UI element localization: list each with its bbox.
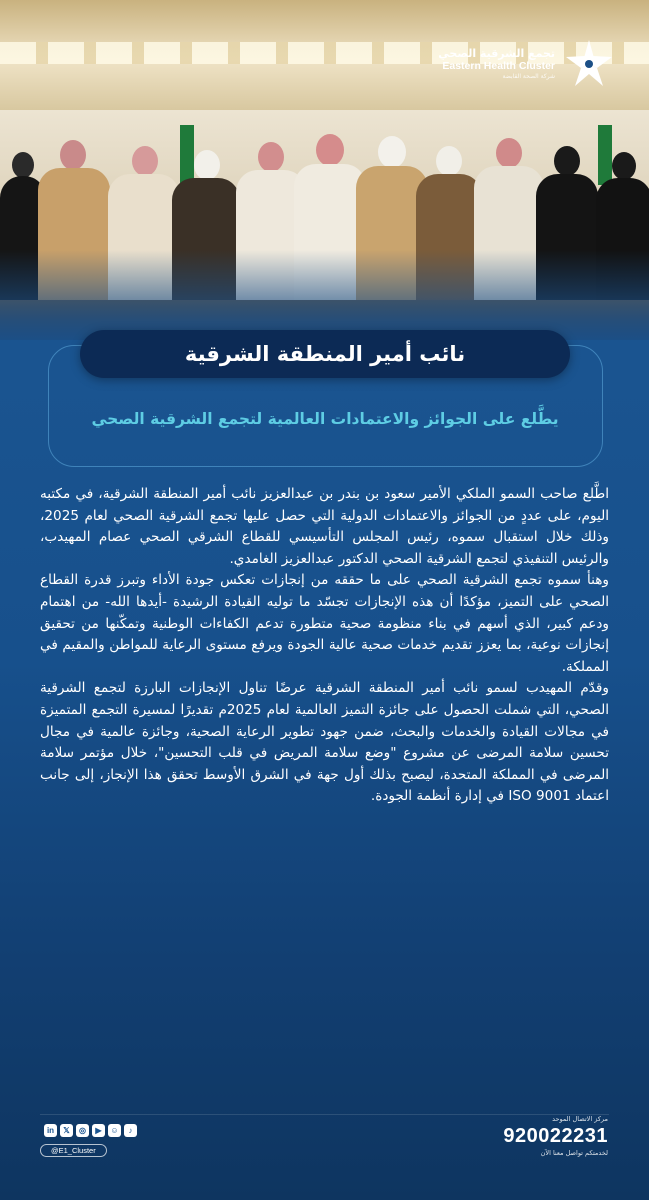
star-logo-icon	[563, 38, 615, 90]
snapchat-icon[interactable]: ☺	[108, 1124, 121, 1137]
page-subtitle: يطَّلع على الجوائز والاعتمادات العالمية لتجمع الشرقية الصحي	[91, 410, 559, 428]
logo-subtitle: شركة الصحة القابضة	[502, 73, 555, 80]
contact-phone[interactable]: 920022231	[503, 1125, 608, 1147]
article-paragraph: اطَّلع صاحب السمو الملكي الأمير سعود بن بندر بن عبدالعزيز نائب أمير المنطقة الشرقية، في مكتبه اليوم، على عددٍ من الجوائز والاعتمادات الدولية التي حصل عليها تجمع الشرقية الصحي لعام 2025، وذلك خلال استقبال سموه، رئيس المجلس التأسيسي للقطاع الشرقي الصحي عصام المهيدب، والرئيس التنفيذي لتجمع الشرقية الصحي الدكتور عبدالعزيز الغامدي.	[40, 486, 609, 567]
page-title: نائب أمير المنطقة الشرقية	[184, 342, 466, 366]
contact-tagline: لخدمتكم تواصل معنا الآن	[540, 1149, 608, 1157]
logo-name-en: Eastern Health Cluster	[442, 60, 555, 72]
social-icons	[44, 1124, 137, 1137]
instagram-icon[interactable]: ◎	[76, 1124, 89, 1137]
logo-name-ar: تجمع الشرقية الصحي	[438, 47, 555, 60]
article-body	[40, 484, 609, 808]
linkedin-icon[interactable]: in	[44, 1124, 57, 1137]
title-pill	[80, 330, 570, 378]
cluster-logo	[438, 38, 615, 90]
contact-label: مركز الاتصال الموحد	[552, 1115, 608, 1123]
tiktok-icon[interactable]: ♪	[124, 1124, 137, 1137]
youtube-icon[interactable]: ▶	[92, 1124, 105, 1137]
x-icon[interactable]: 𝕏	[60, 1124, 73, 1137]
article-paragraph: وهنأ سموه تجمع الشرقية الصحي على ما حققه من إنجازات تعكس جودة الأداء وتبرز قدرة القطاع الصحي على التميز، مؤكدًا أن هذه الإنجازات تجسّد ما توليه القيادة الرشيدة -أيدها الله- من اهتمام ودعم كبير، الذي أسهم في بناء منظومة صحية متطورة تدعم الكفاءات الوطنية وتمكّنها من تحقيق إنجازات نوعية، بما يعزز تقديم خدمات صحية عالية الجودة ويرفع مستوى الرعاية للمواطن والمقيم في المملكة.	[40, 572, 609, 675]
social-handle[interactable]: @E1_Cluster	[40, 1144, 107, 1157]
article-paragraph: وقدّم المهيدب لسمو نائب أمير المنطقة الشرقية عرضًا تناول الإنجازات البارزة لتجمع الشرقية الصحي، التي شملت الحصول على جائزة التميز العالمية لعام 2025م تقديرًا لمسيرة التجمع المتميزة في مجالات القيادة والخدمات والبحث، ضمن جهود تطوير الرعاية الصحية، وجائزة عالمية في مجال تحسين سلامة المرضى عن مشروع "وضع سلامة المريض في قلب التحسين"، خلال مؤتمر سلامة المرضى في المملكة المتحدة، ليصبح بذلك أول جهة في الشرق الأوسط تحقق هذا الإنجاز، إلى جانب اعتماد ISO 9001 في إدارة أنظمة الجودة.	[40, 680, 609, 805]
contact-block	[490, 1114, 608, 1158]
